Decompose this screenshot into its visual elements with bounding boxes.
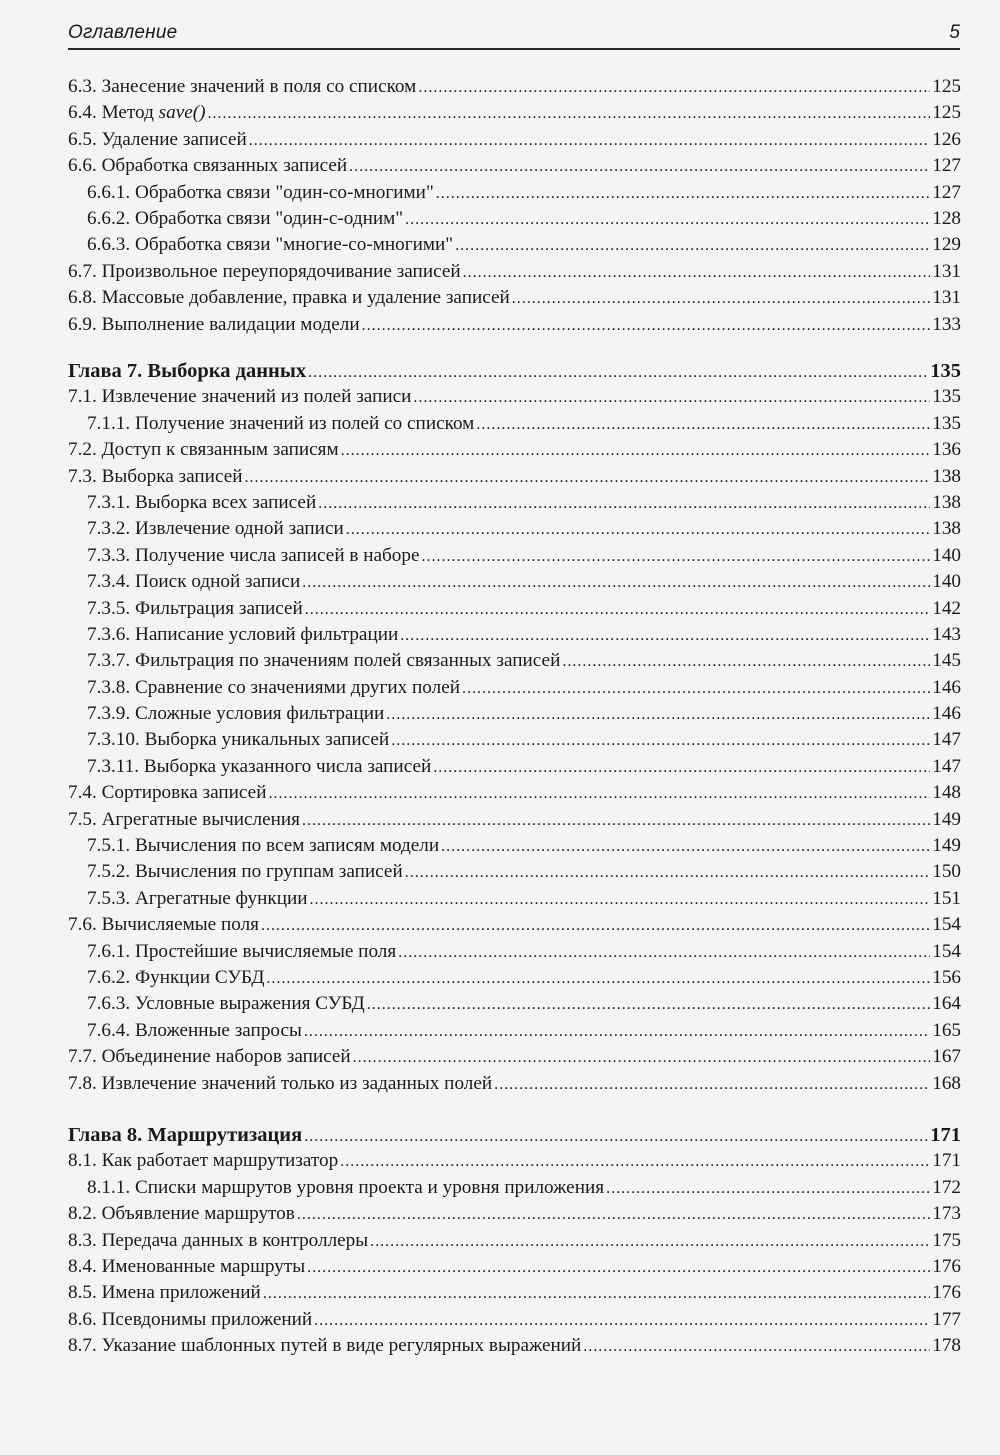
toc-entry-number: 8.1. [68, 1150, 97, 1172]
toc-leader [362, 312, 931, 332]
toc-entry-title [87, 939, 396, 965]
toc-entry-text: Выборка указанного числа записей [143, 755, 432, 777]
toc-entry-title [68, 1071, 492, 1097]
toc-entry-number: 6.3. [68, 76, 97, 97]
toc-entry-page: 173 [932, 1203, 961, 1225]
toc-entry[interactable] [68, 1307, 961, 1333]
toc-entry-text: Написание условий фильтрации [134, 623, 399, 645]
toc-section-chapter8 [68, 1122, 961, 1360]
toc-entry-title [87, 991, 365, 1017]
toc-entry[interactable] [68, 312, 961, 338]
toc-leader [308, 358, 928, 378]
toc-entry-text: Извлечение значений из полей записи [101, 386, 412, 408]
toc-entry-title [87, 569, 300, 595]
toc-entry-number: 7.5.2. [87, 861, 131, 883]
toc-entry-page: 125 [932, 76, 961, 97]
toc-entry-text: Условные выражения СУБД [134, 993, 365, 1015]
toc-entry[interactable] [68, 232, 961, 258]
toc-leader [302, 807, 930, 827]
toc-entry[interactable] [68, 965, 961, 991]
toc-leader [268, 780, 930, 800]
toc-leader [249, 127, 930, 147]
toc-leader [494, 1071, 930, 1091]
toc-section-chapter7 [68, 358, 961, 1097]
toc-entry[interactable] [68, 1044, 961, 1070]
toc-entry-title [68, 1148, 338, 1174]
toc-entry-number: 6.8. [68, 287, 97, 309]
toc-entry-text: Объединение наборов записей [101, 1046, 351, 1068]
toc-entry[interactable] [68, 727, 961, 753]
toc-entry[interactable] [68, 206, 961, 232]
toc-entry-page: 156 [932, 966, 961, 988]
toc-entry[interactable] [68, 259, 961, 285]
toc-entry[interactable] [68, 180, 961, 206]
toc-chapter-page: 171 [930, 1124, 961, 1146]
toc-leader [208, 100, 931, 120]
toc-entry-number: 7.3.1. [87, 491, 131, 513]
toc-entry-title [68, 1333, 581, 1359]
toc-entry-page: 168 [932, 1072, 961, 1094]
toc-leader [398, 939, 930, 959]
toc-chapter-heading[interactable] [68, 358, 961, 384]
toc-entry-title [87, 675, 460, 701]
toc-entry-title [87, 516, 344, 542]
toc-entry[interactable] [68, 912, 961, 938]
toc-entry-number: 7.1. [68, 386, 97, 408]
toc-leader [405, 859, 931, 879]
toc-leader [463, 259, 931, 279]
toc-entry-number: 7.3.3. [87, 544, 131, 566]
toc-leader [562, 648, 930, 668]
toc-leader [346, 516, 930, 536]
toc-entry[interactable] [68, 1175, 961, 1201]
toc-entry-number: 6.6. [68, 155, 97, 177]
toc-entry-title [87, 1175, 604, 1201]
toc-entry[interactable] [68, 1333, 961, 1359]
toc-entry-number: 7.2. [68, 439, 97, 461]
toc-entry-text: Обработка связанных записей [101, 155, 348, 177]
toc-entry[interactable] [68, 596, 961, 622]
toc-entry[interactable] [68, 675, 961, 701]
toc-entry-text: Доступ к связанным записям [101, 439, 339, 461]
toc-entry[interactable] [68, 490, 961, 516]
toc-leader [353, 1044, 931, 1064]
toc-entry-title [68, 807, 300, 833]
toc-leader [310, 886, 931, 906]
toc-entry-title [68, 1044, 351, 1070]
toc-entry-number: 7.5.1. [87, 835, 131, 857]
toc-entry-text: Получение значений из полей со списком [134, 412, 475, 434]
toc-entry-number: 7.6.3. [87, 993, 131, 1015]
toc-entry-title [87, 648, 560, 674]
toc-entry-page: 127 [932, 155, 961, 177]
toc-entry-title [68, 384, 411, 410]
toc-entry-text: Получение числа записей в наборе [134, 544, 420, 566]
toc-chapter-title: Глава 8. Маршрутизация [68, 1124, 303, 1146]
toc-entry-page: 140 [932, 544, 961, 566]
toc-entry-page: 138 [932, 465, 961, 487]
toc-entry-number: 7.3.7. [87, 650, 131, 672]
toc-entry-text: Вычисления по группам записей [134, 861, 403, 883]
toc-entry-title [87, 833, 439, 859]
toc-entry-page: 178 [932, 1335, 961, 1357]
toc-entry-number: 8.2. [68, 1203, 97, 1225]
toc-entry-title [68, 912, 259, 938]
toc-entry-text: Произвольное переупорядочивание записей [101, 260, 461, 282]
toc-entry-text: Массовые добавление, правка и удаление записей [101, 287, 510, 309]
toc-entry-title [68, 127, 247, 153]
toc-entry-page: 138 [932, 518, 961, 540]
toc-leader [302, 569, 930, 589]
toc-leader [266, 965, 930, 985]
toc-entry-text: Обработка связи "многие-со-многими" [134, 234, 454, 256]
toc-entry-text: Агрегатные вычисления [101, 808, 301, 830]
toc-entry-number: 7.3.10. [87, 729, 140, 751]
toc-leader [261, 912, 930, 932]
toc-entry[interactable] [68, 1254, 961, 1280]
toc-entry-page: 167 [932, 1046, 961, 1068]
toc-entry[interactable] [68, 569, 961, 595]
toc-entry[interactable] [68, 411, 961, 437]
toc-entry-page: 125 [932, 102, 961, 124]
toc-entry[interactable] [68, 833, 961, 859]
toc-entry-number: 7.6.1. [87, 940, 131, 962]
toc-entry-title [68, 1228, 368, 1254]
toc-entry-number: 8.7. [68, 1335, 97, 1357]
toc-section-chapter6-tail [68, 74, 961, 338]
toc-chapter8-entries [68, 1148, 961, 1359]
toc-entry-text: Вычисляемые поля [101, 914, 259, 936]
toc-entry[interactable] [68, 153, 961, 179]
toc-entry-page: 135 [932, 386, 961, 408]
toc-entry-page: 165 [932, 1019, 961, 1041]
toc-entry-page: 172 [932, 1176, 961, 1198]
toc-entry-title [87, 701, 384, 727]
toc-chapter-page: 135 [930, 360, 961, 382]
toc-entry-text: Псевдонимы приложений [101, 1308, 313, 1330]
toc-entry-title [68, 259, 461, 285]
toc-entry-number: 6.9. [68, 313, 97, 335]
toc-entry-text: Обработка связи "один-с-одним" [134, 207, 404, 229]
toc-entry-page: 148 [932, 782, 961, 804]
toc-entry[interactable] [68, 622, 961, 648]
toc-entry[interactable] [68, 437, 961, 463]
toc-leader [391, 727, 930, 747]
toc-entry-page: 142 [932, 597, 961, 619]
toc-entry-page: 154 [932, 940, 961, 962]
toc-entry-text: Объявление маршрутов [101, 1203, 295, 1225]
toc-entry-title [68, 1307, 312, 1333]
toc-entry-number: 6.7. [68, 260, 97, 282]
toc-entry-number: 7.3. [68, 465, 97, 487]
toc-entry-number: 7.3.9. [87, 703, 131, 725]
toc-entry[interactable] [68, 1018, 961, 1044]
toc-leader [583, 1333, 930, 1353]
toc-entry-number: 7.6.4. [87, 1019, 131, 1041]
toc-entry-title [68, 1201, 295, 1227]
toc-entry-page: 135 [932, 412, 961, 434]
toc-entry[interactable] [68, 384, 961, 410]
toc-entry-page: 175 [932, 1229, 961, 1251]
toc-entry-page: 146 [932, 703, 961, 725]
toc-leader [370, 1228, 930, 1248]
toc-entry-title [68, 285, 510, 311]
toc-leader [476, 411, 930, 431]
toc-entry-text: Фильтрация записей [134, 597, 303, 619]
toc-entry-number: 8.6. [68, 1308, 97, 1330]
toc-entry-page: 136 [932, 439, 961, 461]
toc-entry-text: Как работает маршрутизатор [101, 1150, 339, 1172]
toc-entry[interactable] [68, 648, 961, 674]
toc-leader [436, 180, 930, 200]
toc-entry-title [68, 1254, 305, 1280]
toc-leader [367, 991, 931, 1011]
toc-entry-text: Списки маршрутов уровня проекта и уровня приложения [134, 1176, 605, 1198]
toc-leader [341, 437, 931, 457]
toc-entry-number: 7.3.11. [87, 755, 140, 777]
toc-entry-text: Вычисления по всем записям модели [134, 835, 440, 857]
toc-entry[interactable] [68, 74, 961, 100]
toc-leader [418, 74, 930, 94]
toc-entry-number: 8.4. [68, 1255, 97, 1277]
toc-entry-title [87, 232, 453, 258]
toc-entry-text: Поиск одной записи [134, 571, 301, 593]
toc-leader [244, 464, 930, 484]
toc-leader [441, 833, 930, 853]
toc-leader [422, 543, 931, 563]
toc-entry-number: 7.3.5. [87, 597, 131, 619]
toc-entry-title [87, 886, 308, 912]
toc-entry-page: 143 [932, 623, 961, 645]
toc-leader [606, 1175, 930, 1195]
toc-entry-title [68, 1280, 261, 1306]
toc-entry[interactable] [68, 1280, 961, 1306]
toc-entry-title [87, 754, 431, 780]
toc-leader [318, 490, 930, 510]
toc-leader [455, 232, 930, 252]
toc-entry-number: 6.5. [68, 128, 97, 150]
toc-chapter-heading[interactable] [68, 1122, 961, 1148]
toc-entry-text: Именованные маршруты [101, 1255, 306, 1277]
toc-entry[interactable] [68, 516, 961, 542]
toc-leader [307, 1254, 930, 1274]
toc-entry-text: Вложенные запросы [134, 1019, 302, 1041]
toc-entry-text: Указание шаблонных путей в виде регулярных выражений [101, 1335, 582, 1357]
toc-entry-text: Выполнение валидации модели [101, 313, 360, 335]
toc-entry-number: 7.6. [68, 914, 97, 936]
toc-entry[interactable] [68, 285, 961, 311]
toc-entry-text: Метод save() [101, 102, 206, 124]
toc-entry-title [87, 1018, 302, 1044]
toc-entry-page: 127 [932, 181, 961, 203]
toc-entry-page: 140 [932, 571, 961, 593]
toc-entry[interactable] [68, 886, 961, 912]
toc-entry[interactable] [68, 100, 961, 126]
toc-entry-title [68, 74, 416, 100]
toc-entry-page: 129 [932, 234, 961, 256]
toc-entry[interactable] [68, 1071, 961, 1097]
toc-entry-page: 126 [932, 128, 961, 150]
toc-chapter7-entries [68, 384, 961, 1097]
toc-entry-number: 7.3.4. [87, 571, 131, 593]
toc-entry-page: 149 [932, 835, 961, 857]
toc-entry-text: Выборка всех записей [134, 491, 317, 513]
toc-entry-page: 176 [932, 1255, 961, 1277]
toc-entry-title [68, 100, 206, 126]
toc-leader [297, 1201, 930, 1221]
toc-entry-page: 177 [932, 1308, 961, 1330]
toc-entry-number: 7.3.8. [87, 676, 131, 698]
toc-leader [304, 1122, 928, 1142]
toc-entry-text: Удаление записей [101, 128, 247, 150]
toc-entry-page: 131 [932, 260, 961, 282]
toc-entry-number: 7.4. [68, 782, 97, 804]
header-title: Оглавление [68, 22, 178, 43]
toc-entry-title [87, 727, 389, 753]
toc-entry-page: 147 [932, 755, 961, 777]
toc-leader [314, 1307, 930, 1327]
toc-entry-page: 151 [932, 887, 961, 909]
toc-leader [405, 206, 930, 226]
toc-entry-title [87, 859, 403, 885]
toc-entry-page: 176 [932, 1282, 961, 1304]
toc-leader [263, 1280, 930, 1300]
toc-leader [305, 596, 930, 616]
toc-entry-title [87, 411, 474, 437]
toc-entry-number: 6.6.2. [87, 207, 131, 229]
toc-entry[interactable] [68, 939, 961, 965]
toc-entry-text: Сортировка записей [101, 782, 267, 804]
toc-entry[interactable] [68, 1201, 961, 1227]
toc-leader [433, 754, 930, 774]
toc-entry-title [87, 490, 316, 516]
toc-entry[interactable] [68, 780, 961, 806]
toc-entry-text: Извлечение значений только из заданных полей [101, 1072, 493, 1094]
toc-entry[interactable] [68, 1148, 961, 1174]
toc-entry-text: Извлечение одной записи [134, 518, 344, 540]
toc-entry-number: 7.6.2. [87, 966, 131, 988]
toc-leader [349, 153, 930, 173]
toc-leader [413, 384, 930, 404]
toc-entry-title [68, 780, 266, 806]
toc-entry[interactable] [68, 807, 961, 833]
toc-entry[interactable] [68, 543, 961, 569]
toc-entry-number: 7.8. [68, 1072, 97, 1094]
toc-entry[interactable] [68, 464, 961, 490]
toc-entry-text: Передача данных в контроллеры [101, 1229, 369, 1251]
toc-entry-title [87, 543, 420, 569]
toc-entry-page: 164 [932, 993, 961, 1015]
toc-entry-title [68, 153, 347, 179]
toc-entry-number: 6.6.3. [87, 234, 131, 256]
toc-entry-text: Выборка записей [101, 465, 243, 487]
toc-entry-number: 7.3.6. [87, 623, 131, 645]
toc-entry-text: Фильтрация по значениям полей связанных записей [134, 650, 561, 672]
toc-entry-page: 131 [932, 287, 961, 309]
toc-entry-page: 128 [932, 207, 961, 229]
header-page-number: 5 [949, 22, 960, 43]
toc-entry-number: 7.3.2. [87, 518, 131, 540]
toc-entry-number: 6.6.1. [87, 181, 131, 203]
toc-entry-text: Занесение значений в поля со списком [101, 76, 417, 97]
toc-entry-number: 8.1.1. [87, 1176, 131, 1198]
running-header [68, 20, 960, 50]
toc-entry-text: Выборка уникальных записей [144, 729, 390, 751]
toc-entry-text: Простейшие вычисляемые поля [134, 940, 397, 962]
toc-entry-page: 133 [932, 313, 961, 335]
toc-leader [512, 285, 930, 305]
toc-entry-number: 7.5. [68, 808, 97, 830]
toc-leader [400, 622, 930, 642]
toc-leader [386, 701, 930, 721]
toc-entry-number: 7.5.3. [87, 887, 131, 909]
toc-leader [340, 1148, 930, 1168]
toc-entry-number: 7.1.1. [87, 412, 131, 434]
toc-leader [462, 675, 930, 695]
toc-entry-text: Агрегатные функции [134, 887, 308, 909]
toc-entry-page: 150 [932, 861, 961, 883]
toc-entry-title [87, 180, 434, 206]
toc-entry[interactable] [68, 754, 961, 780]
toc-entry-title [68, 312, 360, 338]
toc-entry-page: 138 [932, 491, 961, 513]
toc-entry-number: 7.7. [68, 1046, 97, 1068]
toc-entry-title [68, 437, 339, 463]
toc-entry-text: Сложные условия фильтрации [134, 703, 385, 725]
toc-entry-text: Обработка связи "один-со-многими" [134, 181, 434, 203]
toc-entry[interactable] [68, 1228, 961, 1254]
toc-entry-page: 171 [932, 1150, 961, 1172]
toc-entry-page: 149 [932, 808, 961, 830]
toc-entry[interactable] [68, 991, 961, 1017]
toc-entry-number: 8.3. [68, 1229, 97, 1251]
toc-entry-page: 146 [932, 676, 961, 698]
toc-entry-text: Функции СУБД [134, 966, 265, 988]
toc-entry-number: 6.4. [68, 102, 97, 124]
toc-leader [304, 1018, 930, 1038]
toc-entry-title [87, 596, 303, 622]
toc-entry-title [87, 622, 398, 648]
toc-entry-page: 145 [932, 650, 961, 672]
toc-entry-page: 154 [932, 914, 961, 936]
toc-entry-text: Имена приложений [101, 1282, 261, 1304]
toc-entry[interactable] [68, 859, 961, 885]
toc-chapter-title: Глава 7. Выборка данных [68, 360, 307, 382]
toc-entry-page: 147 [932, 729, 961, 751]
toc-entry-number: 8.5. [68, 1282, 97, 1304]
toc-entry[interactable] [68, 701, 961, 727]
code-identifier: save() [158, 102, 206, 124]
toc-entry-text: Сравнение со значениями других полей [134, 676, 461, 698]
toc-entry-title [87, 206, 403, 232]
toc-entry-title [68, 464, 242, 490]
toc-entry[interactable] [68, 127, 961, 153]
toc-entry-title [87, 965, 264, 991]
